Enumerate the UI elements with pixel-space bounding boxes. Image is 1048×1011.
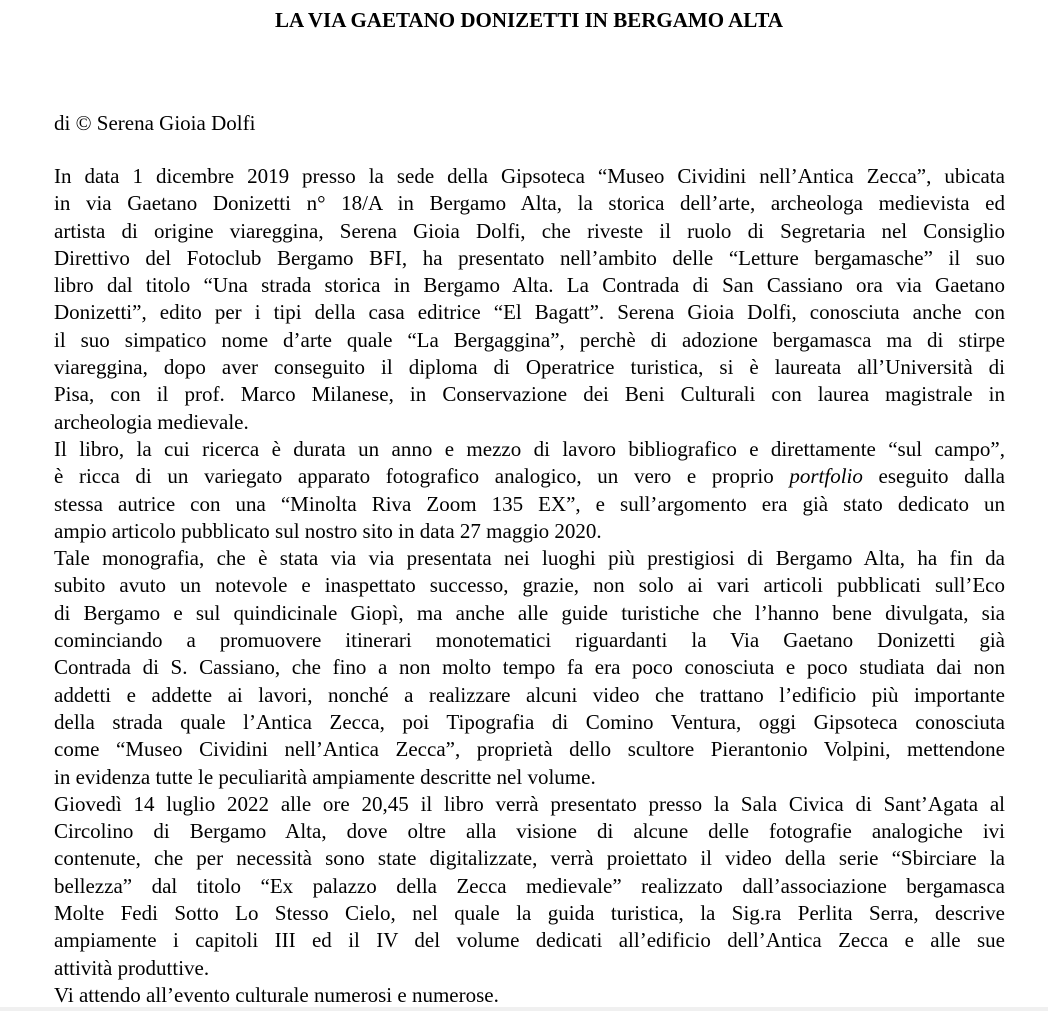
text-line xyxy=(54,436,1005,463)
paragraph xyxy=(54,163,1005,436)
italic-text: portfolio xyxy=(789,464,863,489)
text-line xyxy=(54,955,1005,982)
text-line xyxy=(54,600,1005,627)
text-segment: cominciando a promuovere itinerari monotematici riguardanti la Via Gaetano Donizetti già xyxy=(54,628,1005,653)
text-line xyxy=(54,791,1005,818)
text-segment: bellezza” dal titolo “Ex palazzo della Zecca medievale” realizzato dall’associazione bergamasca xyxy=(54,873,1005,898)
text-segment: il suo simpatico nome d’arte quale “La Bergaggina”, perchè di adozione bergamasca ma di stirpe xyxy=(54,327,1005,352)
text-line xyxy=(54,682,1005,709)
text-segment: ampio articolo pubblicato sul nostro sito in data 27 maggio 2020. xyxy=(54,518,602,543)
text-segment: Direttivo del Fotoclub Bergamo BFI, ha presentato nell’ambito delle “Letture bergamasche” il suo xyxy=(54,245,1005,270)
text-line xyxy=(54,245,1005,272)
paragraph xyxy=(54,436,1005,545)
text-line xyxy=(54,327,1005,354)
text-segment: Vi attendo all’evento culturale numerosi e numerose. xyxy=(54,982,499,1007)
text-segment: Il libro, la cui ricerca è durata un anno e mezzo di lavoro bibliografico e direttamente “sul campo”, xyxy=(54,436,1005,461)
text-line xyxy=(54,381,1005,408)
text-line xyxy=(54,218,1005,245)
text-segment: come “Museo Cividini nell’Antica Zecca”, proprietà dello scultore Pierantonio Volpini, mettendone xyxy=(54,737,1005,762)
text-segment: di Bergamo e sul quindicinale Giopì, ma anche alle guide turistiche che l’hanno bene divulgata, sia xyxy=(54,600,1005,625)
text-line xyxy=(54,409,1005,436)
text-line xyxy=(54,873,1005,900)
text-segment: Donizetti”, edito per i tipi della casa editrice “El Bagatt”. Serena Gioia Dolfi, conosciuta anche con xyxy=(54,300,1005,325)
text-line xyxy=(54,299,1005,326)
text-segment: addetti e addette ai lavori, nonché a realizzare alcuni video che trattano l’edificio più importante xyxy=(54,682,1005,707)
text-segment: Molte Fedi Sotto Lo Stesso Cielo, nel quale la guida turistica, la Sig.ra Perlita Serra, descrive xyxy=(54,901,1005,926)
article-body xyxy=(54,163,1005,1009)
text-line xyxy=(54,354,1005,381)
paragraph xyxy=(54,545,1005,791)
text-segment: è ricca di un variegato apparato fotografico analogico, un vero e proprio xyxy=(54,464,790,489)
text-line xyxy=(54,818,1005,845)
text-line xyxy=(54,491,1005,518)
paragraph xyxy=(54,791,1005,982)
page-bottom-edge xyxy=(0,1007,1048,1011)
text-line xyxy=(54,572,1005,599)
text-line xyxy=(54,900,1005,927)
text-line xyxy=(54,982,1005,1009)
text-segment: eseguito dalla xyxy=(862,464,1005,489)
text-line xyxy=(54,764,1005,791)
text-segment: Giovedì 14 luglio 2022 alle ore 20,45 il libro verrà presentato presso la Sala Civica di Sant’Agata al xyxy=(54,791,1005,816)
text-segment: artista di origine viareggina, Serena Gioia Dolfi, che riveste il ruolo di Segretaria nel Consiglio xyxy=(54,218,1005,243)
text-line xyxy=(54,463,1005,490)
text-line xyxy=(54,709,1005,736)
text-line xyxy=(54,518,1005,545)
text-segment: ampiamente i capitoli III ed il IV del volume dedicati all’edificio dell’Antica Zecca e alle sue xyxy=(54,928,1005,953)
text-line xyxy=(54,163,1005,190)
text-segment: archeologia medievale. xyxy=(54,409,249,434)
paragraph xyxy=(54,982,1005,1009)
text-segment: In data 1 dicembre 2019 presso la sede della Gipsoteca “Museo Cividini nell’Antica Zecca”, ubicata xyxy=(54,164,1005,188)
text-segment: Tale monografia, che è stata via via presentata nei luoghi più prestigiosi di Bergamo Alta, ha fin da xyxy=(54,546,1005,571)
text-segment: in evidenza tutte le peculiarità ampiamente descritte nel volume. xyxy=(54,764,596,789)
text-segment: contenute, che per necessità sono state digitalizzate, verrà proiettato il video della serie “Sbirciare la xyxy=(54,846,1005,871)
text-line xyxy=(54,545,1005,572)
text-line xyxy=(54,736,1005,763)
text-segment: in via Gaetano Donizetti n° 18/A in Bergamo Alta, la storica dell’arte, archeologa medievista ed xyxy=(54,191,1005,216)
text-line xyxy=(54,190,1005,217)
text-line xyxy=(54,272,1005,299)
text-segment: della strada quale l’Antica Zecca, poi Tipografia di Comino Ventura, oggi Gipsoteca conosciuta xyxy=(54,709,1005,734)
text-line xyxy=(54,927,1005,954)
text-segment: libro dal titolo “Una strada storica in Bergamo Alta. La Contrada di San Cassiano ora via Gaetano xyxy=(54,273,1005,298)
text-line xyxy=(54,627,1005,654)
document-title: LA VIA GAETANO DONIZETTI IN BERGAMO ALTA xyxy=(274,8,783,32)
text-segment: Contrada di S. Cassiano, che fino a non molto tempo fa era poco conosciuta e poco studiata dai non xyxy=(54,655,1005,680)
author-byline: di © Serena Gioia Dolfi xyxy=(54,111,256,135)
text-segment: stessa autrice con una “Minolta Riva Zoom 135 EX”, e sull’argomento era già stato dedicato un xyxy=(54,491,1005,516)
text-segment: subito avuto un notevole e inaspettato successo, grazie, non solo ai vari articoli pubblicati sull’Eco xyxy=(54,573,1005,598)
text-segment: Circolino di Bergamo Alta, dove oltre alla visione di alcune delle fotografie analogiche ivi xyxy=(54,819,1005,844)
text-segment: attività produttive. xyxy=(54,955,210,980)
text-segment: viareggina, dopo aver conseguito il diploma di Operatrice turistica, si è laureata all’Università di xyxy=(54,355,1005,380)
text-line xyxy=(54,845,1005,872)
text-line xyxy=(54,654,1005,681)
text-segment: Pisa, con il prof. Marco Milanese, in Conservazione dei Beni Culturali con laurea magistrale in xyxy=(54,382,1005,407)
